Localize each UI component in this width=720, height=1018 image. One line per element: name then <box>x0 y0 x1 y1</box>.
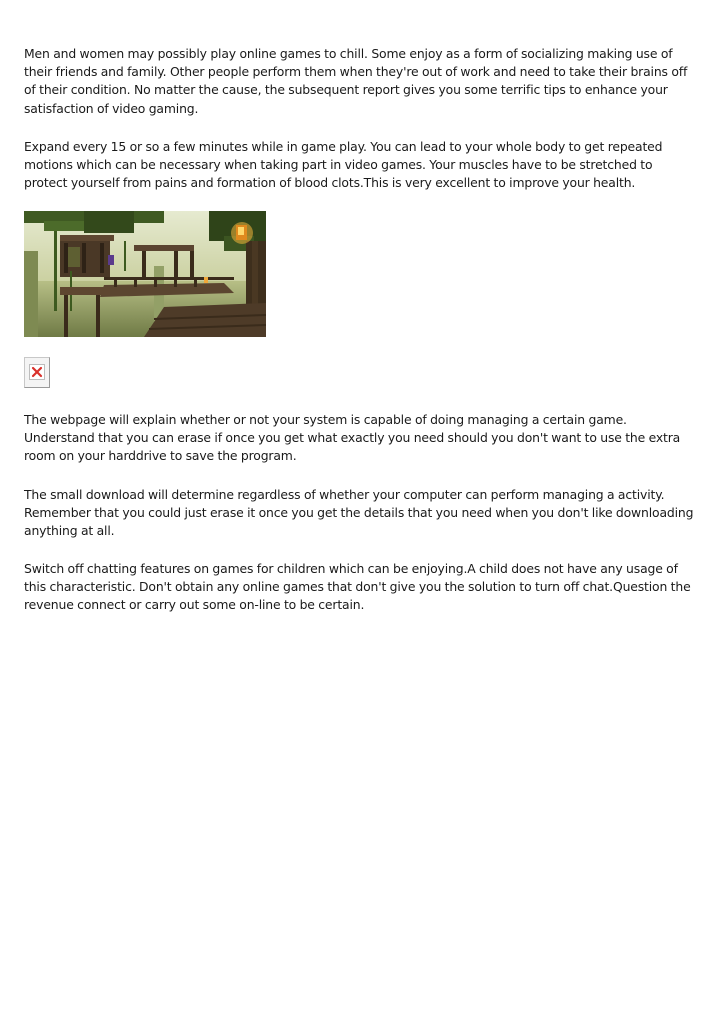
paragraph-stretch: Expand every 15 or so a few minutes while in game play. You can lead to your whole body to get repeated motions which can be necessary when taking part in video games. Your muscles have to be stretched to protect yourself from pains and formation of blood clots.This is very excellent to improve your health. <box>24 139 663 191</box>
paragraph-system-check: The webpage will explain whether or not your system is capable of doing managing a certain game. Understand that you can erase if once you get what exactly you need should you don't want to use the extra room on your harddrive to save the program. <box>24 412 681 464</box>
jungle-treehouse-image <box>24 211 266 337</box>
paragraph-download: The small download will determine regardless of whether your computer can perform managing a activity. Remember that you could just erase it once you get the details that you need when you don't like downloading anything at all. <box>24 487 694 539</box>
paragraph-intro: Men and women may possibly play online games to chill. Some enjoy as a form of socializing making use of their friends and family. Other people perform them when they're out of work and need to take their brains off of their condition. No matter the cause, the subsequent report gives you some terrific tips to enhance your satisfaction of video gaming. <box>24 46 688 116</box>
close-icon <box>25 358 51 389</box>
paragraph-chat: Switch off chatting features on games for children which can be enjoying.A child does not have any usage of this characteristic. Don't obtain any online games that don't give you the solution to turn off chat.Question the revenue connect or carry out some on-line to be certain. <box>24 561 691 613</box>
broken-image-icon <box>24 357 50 388</box>
